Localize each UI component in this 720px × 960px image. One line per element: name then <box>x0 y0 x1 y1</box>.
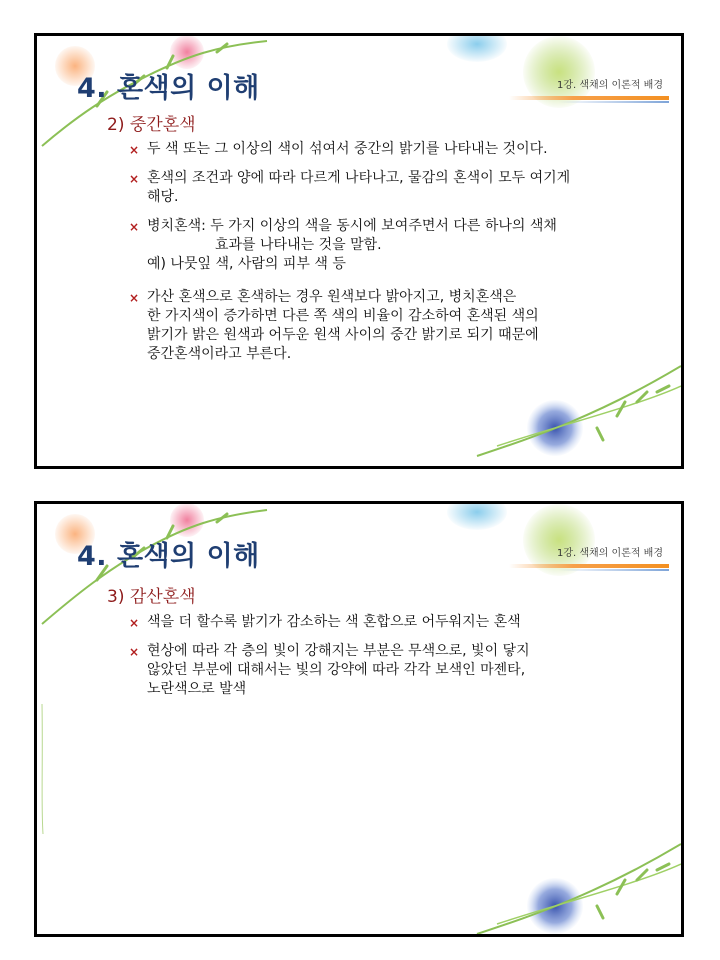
bullet-item <box>129 140 663 159</box>
bullet-list <box>129 613 663 709</box>
bullet-item <box>129 169 663 207</box>
slide-2 <box>34 501 684 937</box>
bullet-line: 현상에 따라 각 층의 빛이 강해지는 부분은 무색으로, 빛이 닿지 <box>147 643 530 659</box>
bullet-line: 해당. <box>147 189 179 205</box>
section-subtitle: 3) 감산혼색 <box>107 587 196 607</box>
bullet-line: 효과를 나타내는 것을 말함. <box>215 237 382 253</box>
bullet-line: 한 가지색이 증가하면 다른 쪽 색의 비율이 감소하여 혼색된 색의 <box>147 308 539 324</box>
x-mark-icon: × <box>129 220 140 234</box>
bullet-item <box>129 642 663 699</box>
slide-title: 4. 혼색의 이해 <box>77 541 260 572</box>
x-mark-icon: × <box>129 172 140 186</box>
bullet-line: 두 색 또는 그 이상의 색이 섞여서 중간의 밝기를 나타내는 것이다. <box>147 141 548 157</box>
bullet-line: 병치혼색: 두 가지 이상의 색을 동시에 보여주면서 다른 하나의 색채 <box>147 218 557 234</box>
x-mark-icon: × <box>129 291 140 305</box>
slide-1 <box>34 33 684 469</box>
bullet-item <box>129 217 663 274</box>
bullet-line: 색을 더 할수록 밝기가 감소하는 색 혼합으로 어두워지는 혼색 <box>147 614 521 630</box>
title-rule <box>509 96 669 100</box>
slide-title: 4. 혼색의 이해 <box>77 73 260 104</box>
x-mark-icon: × <box>129 143 140 157</box>
chapter-label: 1강. 색채의 이론적 배경 <box>556 80 663 91</box>
bullet-line: 않았던 부분에 대해서는 빛의 강약에 따라 각각 보색인 마젠타, <box>147 662 526 678</box>
title-rule-secondary <box>559 569 669 571</box>
title-rule-secondary <box>559 101 669 103</box>
section-subtitle: 2) 중간혼색 <box>107 115 196 135</box>
title-rule <box>509 564 669 568</box>
x-mark-icon: × <box>129 645 140 659</box>
bullet-line: 혼색의 조건과 양에 따라 다르게 나타나고, 물감의 혼색이 모두 여기게 <box>147 170 571 186</box>
bullet-line: 예) 나뭇잎 색, 사람의 피부 색 등 <box>147 256 346 272</box>
bullet-line: 밝기가 밝은 원색과 어두운 원색 사이의 중간 밝기로 되기 때문에 <box>147 327 539 343</box>
bullet-item <box>129 288 663 364</box>
bullet-list <box>129 140 663 374</box>
bullet-line: 노란색으로 발색 <box>147 681 247 697</box>
bullet-item <box>129 613 663 632</box>
bullet-line: 가산 혼색으로 혼색하는 경우 원색보다 밝아지고, 병치혼색은 <box>147 289 517 305</box>
x-mark-icon: × <box>129 616 140 630</box>
bullet-line: 중간혼색이라고 부른다. <box>147 346 292 362</box>
chapter-label: 1강. 색채의 이론적 배경 <box>556 548 663 559</box>
